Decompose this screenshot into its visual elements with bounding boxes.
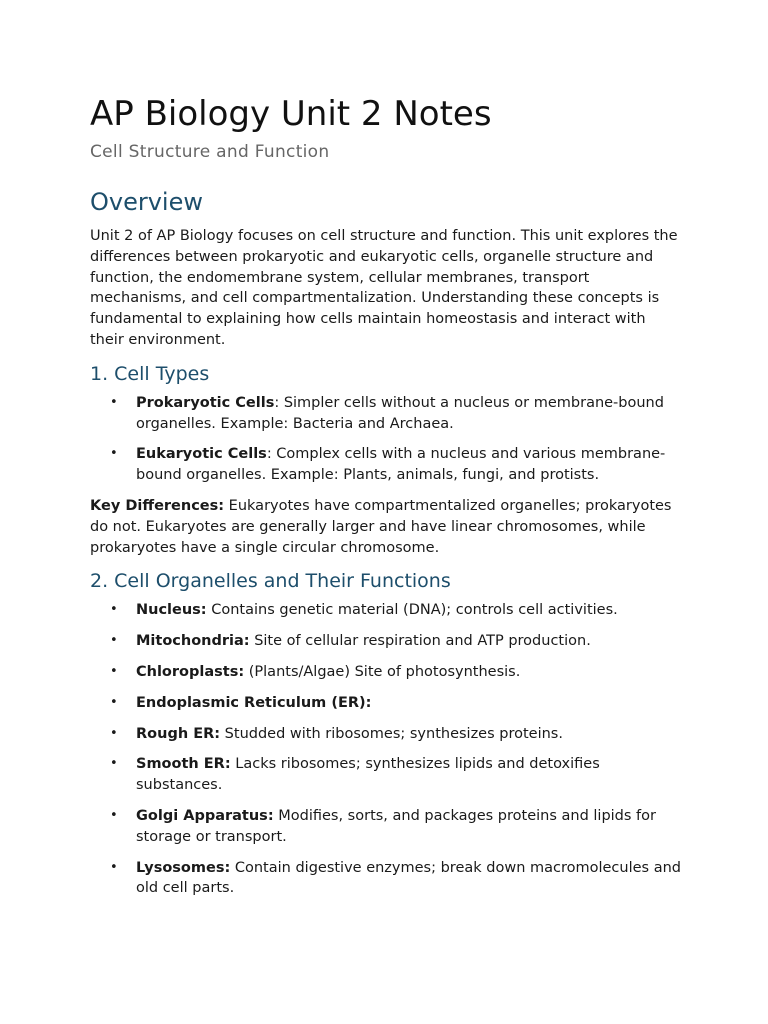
list-item (90, 600, 682, 621)
definition: Modifies, sorts, and packages proteins and lipids for storage or transport. (136, 807, 656, 845)
cell-types-list (90, 393, 682, 486)
term: Prokaryotic Cells (136, 394, 275, 411)
definition: Studded with ribosomes; synthesizes proteins. (220, 725, 563, 742)
term: Endoplasmic Reticulum (ER): (136, 694, 372, 711)
definition: (Plants/Algae) Site of photosynthesis. (244, 663, 521, 680)
term: Chloroplasts: (136, 663, 245, 680)
definition: Contain digestive enzymes; break down macromolecules and old cell parts. (136, 859, 681, 897)
term: Lysosomes: (136, 859, 231, 876)
list-item (90, 693, 682, 714)
bullet-icon: • (110, 394, 118, 410)
key-differences-text: Eukaryotes have compartmentalized organelles; prokaryotes do not. Eukaryotes are generally larger and have linear chromosomes, while prokaryotes have a single circular chromosome. (90, 497, 672, 556)
list-item (90, 724, 682, 745)
bullet-icon: • (110, 859, 118, 875)
list-item (90, 662, 682, 683)
list-item (90, 393, 682, 435)
bullet-icon: • (110, 694, 118, 710)
term: Rough ER: (136, 725, 221, 742)
bullet-icon: • (110, 446, 118, 462)
bullet-icon: • (110, 633, 118, 649)
page-subtitle: Cell Structure and Function (90, 142, 330, 162)
definition: Site of cellular respiration and ATP production. (249, 633, 591, 650)
bullet-icon: • (110, 602, 118, 618)
definition: : Complex cells with a nucleus and various membrane-bound organelles. Example: Plants, animals, fungi, and protists. (136, 446, 666, 484)
bullet-icon: • (110, 725, 118, 741)
bullet-icon: • (110, 807, 118, 823)
organelles-heading: 2. Cell Organelles and Their Functions (90, 570, 451, 593)
term: Nucleus: (136, 602, 207, 619)
key-differences (90, 496, 682, 558)
organelles-list (90, 600, 682, 899)
term: Mitochondria: (136, 633, 250, 650)
list-item (90, 631, 682, 652)
definition: : Simpler cells without a nucleus or membrane-bound organelles. Example: Bacteria and Archaea. (136, 394, 664, 432)
bullet-icon: • (110, 663, 118, 679)
bullet-icon: • (110, 756, 118, 772)
list-item (90, 806, 682, 848)
document-page (90, 92, 682, 909)
definition: Lacks ribosomes; synthesizes lipids and detoxifies substances. (136, 756, 600, 794)
term: Smooth ER: (136, 756, 231, 773)
overview-text: Unit 2 of AP Biology focuses on cell structure and function. This unit explores the differences between prokaryotic and eukaryotic cells, organelle structure and function, the endomembrane system, cellular membranes, transport mechanisms, and cell compartmentalization. Understanding these concepts is fundamental to explaining how cells maintain homeostasis and interact with their environment. (90, 228, 678, 348)
term: Eukaryotic Cells (136, 446, 267, 463)
definition: Contains genetic material (DNA); controls cell activities. (206, 602, 618, 619)
list-item (90, 754, 682, 796)
page-title: AP Biology Unit 2 Notes (90, 94, 492, 134)
list-item (90, 444, 682, 486)
list-item (90, 858, 682, 900)
overview-heading: Overview (90, 188, 203, 216)
key-differences-label: Key Differences: (90, 497, 225, 514)
term: Golgi Apparatus: (136, 807, 274, 824)
cell-types-heading: 1. Cell Types (90, 362, 210, 385)
